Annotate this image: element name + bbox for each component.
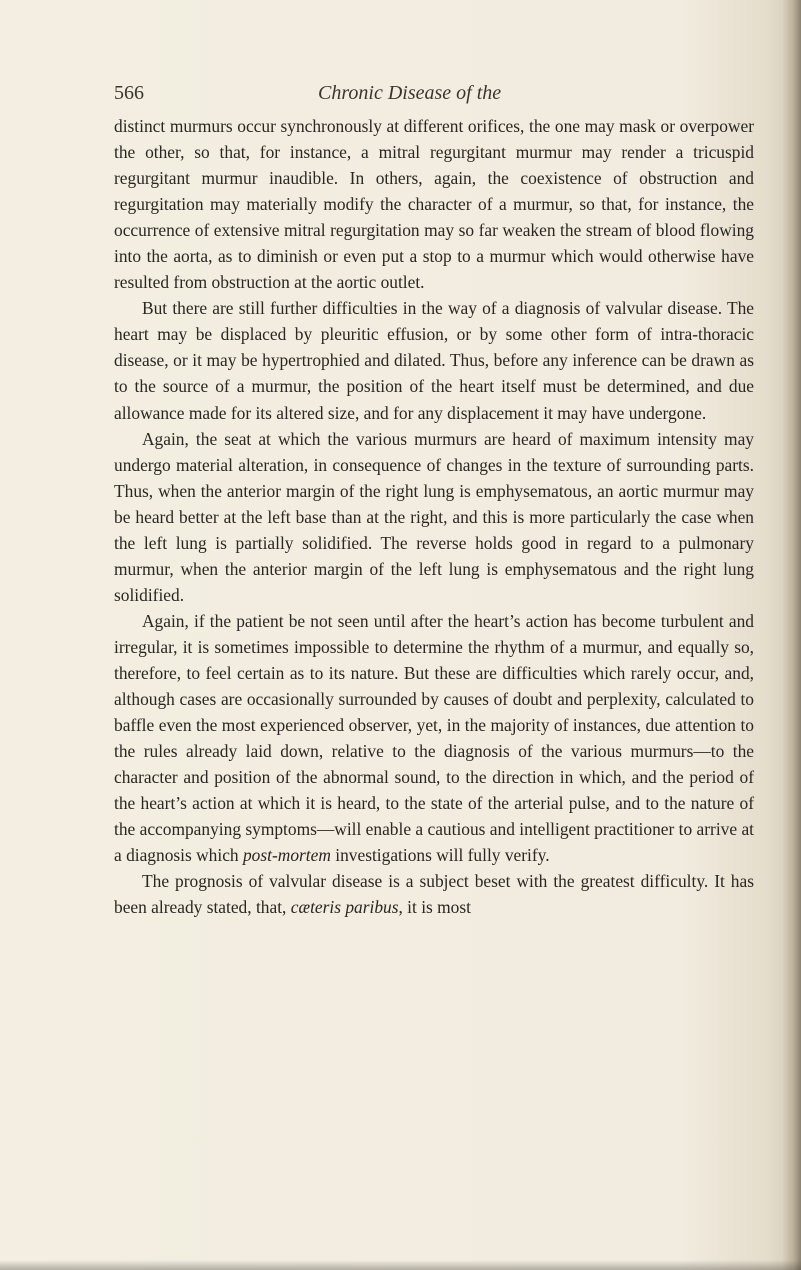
- paragraph-1: distinct murmurs occur synchronously at different orifices, the one may mask or overpower the other, so that, for instance, a mitral regurgitant murmur may render a tricuspid regurgitant murmur inaudible. In others, again, the coexistence of obstruction and regurgitation may materially modify the character of a murmur, so that, for instance, the occurrence of extensive mitral regurgitation may so far weaken the stream of blood flowing into the aorta, as to diminish or even put a stop to a murmur which would otherwise have resulted from obstruction at the aortic outlet.: [114, 116, 754, 293]
- book-spine-shadow: [783, 0, 801, 1270]
- paragraph-5: [114, 868, 754, 920]
- body-text: [114, 113, 754, 920]
- paragraph-4-italic: post-mortem: [242, 845, 331, 866]
- running-head: Chronic Disease of the: [318, 82, 502, 104]
- page-bottom-edge: [0, 1260, 801, 1270]
- paragraph-5-text-end: , it is most: [398, 897, 471, 918]
- paragraph-4-text-end: investigations will fully verify.: [335, 845, 550, 866]
- paragraph-4: [114, 608, 754, 868]
- paragraph-4-text: Again, if the patient be not seen until after the heart’s action has become turbulent and irregular, it is sometimes impossible to determine the rhythm of a murmur, and equally so, therefore, to feel certain as to its nature. But these are difficulties which rarely occur, and, although cases are occasionally surrounded by causes of doubt and perplexity, calculated to baffle even the most experienced observer, yet, in the majority of instances, due attention to the rules already laid down, relative to the diagnosis of the various murmurs—to the character and position of the abnormal sound, to the direction in which, and the period of the heart’s action at which it is heard, to the state of the arterial pulse, and to the nature of the accompanying symptoms—will enable a cautious and intelligent practitioner to arrive at a diagnosis which: [114, 610, 754, 866]
- page-number: 566: [114, 82, 144, 104]
- paragraph-3: Again, the seat at which the various murmurs are heard of maximum intensity may undergo material alteration, in consequence of changes in the texture of surrounding parts. Thus, when the anterior margin of the right lung is emphysematous, an aortic murmur may be heard better at the left base than at the right, and this is more particularly the case when the left lung is partially solidified. The reverse holds good in regard to a pulmonary murmur, when the anterior margin of the left lung is emphysematous and the right lung solidified.: [114, 428, 754, 605]
- page-header: [0, 82, 801, 112]
- paragraph-5-italic: cæteris paribus: [290, 897, 399, 918]
- paragraph-5-text: The prognosis of valvular disease is a subject beset with the greatest difficulty. It has been already stated, that,: [114, 871, 754, 918]
- paragraph-2: But there are still further difficulties in the way of a diagnosis of valvular disease. The heart may be displaced by pleuritic effusion, or by some other form of intra-thoracic disease, or it may be hypertrophied and dilated. Thus, before any inference can be drawn as to the source of a murmur, the position of the heart itself must be determined, and due allowance made for its altered size, and for any displacement it may have undergone.: [114, 298, 754, 423]
